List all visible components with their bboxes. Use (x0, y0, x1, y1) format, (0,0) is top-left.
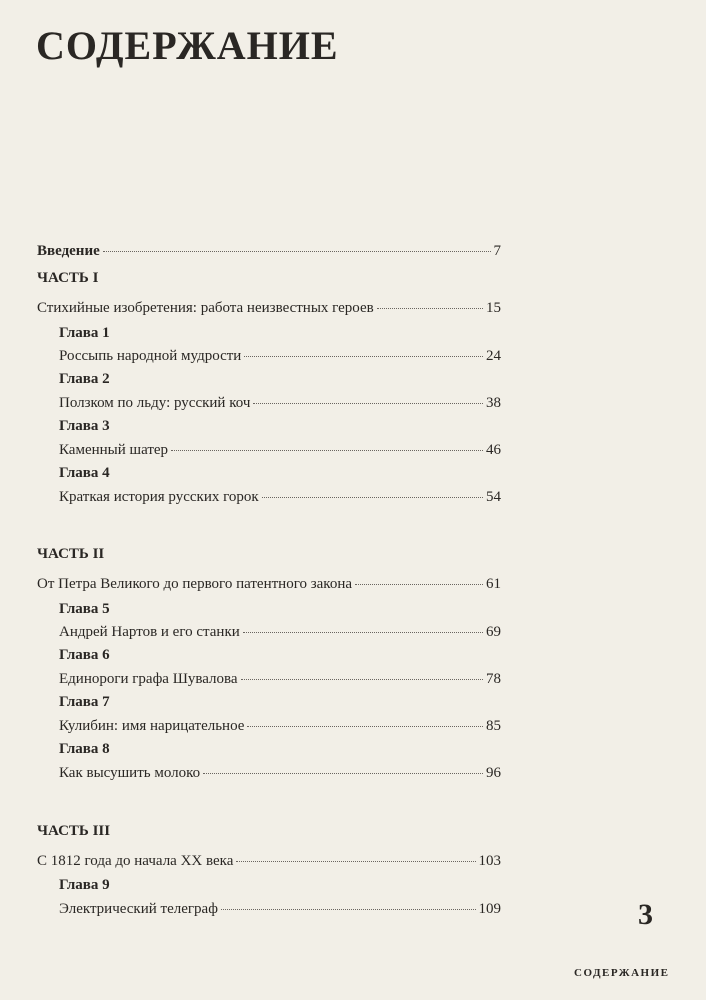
dot-leader (241, 679, 483, 680)
toc-entry-title: Каменный шатер (59, 442, 169, 458)
chapter-label: Глава 3 (59, 418, 110, 434)
dot-leader (103, 251, 491, 252)
chapter-label: Глава 2 (59, 371, 110, 387)
toc-entry-page: 85 (486, 718, 501, 734)
toc-entry-title: Андрей Нартов и его станки (59, 624, 240, 640)
toc-entry-part-3[interactable] (37, 851, 501, 871)
dot-leader (247, 726, 483, 727)
dot-leader (221, 909, 476, 910)
toc-entry-chapter-3[interactable] (59, 440, 501, 460)
toc-entry-chapter-4[interactable] (59, 487, 501, 507)
toc-entry-chapter-5[interactable] (59, 622, 501, 642)
running-head: СОДЕРЖАНИЕ (574, 967, 670, 979)
chapter-label: Глава 9 (59, 877, 110, 893)
dot-leader (253, 403, 483, 404)
toc-entry-title: Россыпь народной мудрости (59, 348, 242, 364)
toc-entry-page: 61 (486, 576, 501, 592)
dot-leader (203, 773, 483, 774)
page-number: 3 (638, 898, 653, 931)
toc-entry-page: 24 (486, 348, 501, 364)
toc-entry-title: С 1812 года до начала XX века (37, 853, 234, 869)
toc-entry-page: 54 (486, 489, 501, 505)
dot-leader (171, 450, 483, 451)
toc-entry-page: 15 (486, 300, 501, 316)
toc-entry-chapter-7[interactable] (59, 716, 501, 736)
toc-entry-chapter-6[interactable] (59, 669, 501, 689)
dot-leader (377, 308, 483, 309)
page-title: СОДЕРЖАНИЕ (36, 23, 339, 68)
toc-entry-chapter-9[interactable] (59, 899, 501, 919)
toc-entry-title: Как высушить молоко (59, 765, 201, 781)
toc-entry-chapter-2[interactable] (59, 393, 501, 413)
part-label: ЧАСТЬ II (37, 546, 105, 562)
chapter-label: Глава 5 (59, 601, 110, 617)
toc-entry-title: Ползком по льду: русский коч (59, 395, 251, 411)
chapter-label: Глава 1 (59, 325, 110, 341)
toc-entry-chapter-8[interactable] (59, 763, 501, 783)
toc-entry-part-1[interactable] (37, 298, 501, 318)
toc-entry-page: 96 (486, 765, 501, 781)
toc-entry-page: 103 (478, 853, 501, 869)
toc-entry-title: Электрический телеграф (59, 901, 218, 917)
dot-leader (243, 632, 483, 633)
toc-entry-intro[interactable] (37, 241, 501, 261)
toc-entry-page: 7 (493, 243, 501, 259)
toc-entry-page: 38 (486, 395, 501, 411)
toc-entry-title: Краткая история русских горок (59, 489, 259, 505)
toc-entry-title: От Петра Великого до первого патентного закона (37, 576, 353, 592)
toc-entry-chapter-1[interactable] (59, 346, 501, 366)
toc-entry-page: 109 (478, 901, 501, 917)
toc-entry-page: 78 (486, 671, 501, 687)
chapter-label: Глава 6 (59, 647, 110, 663)
dot-leader (355, 584, 483, 585)
dot-leader (244, 356, 483, 357)
toc-entry-page: 69 (486, 624, 501, 640)
toc-entry-title: Единороги графа Шувалова (59, 671, 238, 687)
chapter-label: Глава 4 (59, 465, 110, 481)
toc-entry-page: 46 (486, 442, 501, 458)
dot-leader (262, 497, 483, 498)
toc-entry-title: Введение (37, 243, 100, 259)
chapter-label: Глава 7 (59, 694, 110, 710)
chapter-label: Глава 8 (59, 741, 110, 757)
toc-entry-part-2[interactable] (37, 574, 501, 594)
part-label: ЧАСТЬ I (37, 270, 99, 286)
toc-entry-title: Кулибин: имя нарицательное (59, 718, 245, 734)
part-label: ЧАСТЬ III (37, 823, 111, 839)
dot-leader (236, 861, 475, 862)
toc-entry-title: Стихийные изобретения: работа неизвестных героев (37, 300, 374, 316)
